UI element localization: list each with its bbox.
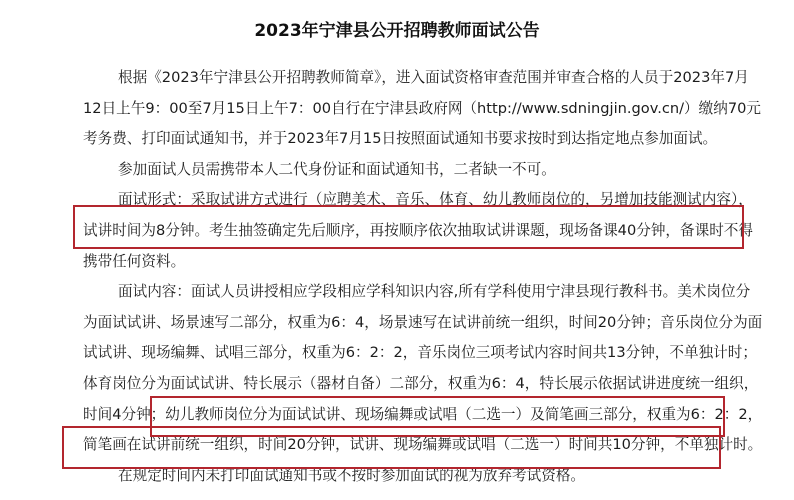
paragraph-format-line-2: 试讲时间为8分钟。考生抽签确定先后顺序，再按顺序依次抽取试讲课题，现场备课40分钟，备课时不得 [83,221,753,239]
paragraph-id-requirement: 参加面试人员需携带本人二代身份证和面试通知书，二者缺一不可。 [118,160,556,178]
paragraph-content-line-3: 试试讲、现场编舞、试唱三部分，权重为6：2：2，音乐岗位三项考试内容时间共13分钟，不单独计时； [83,344,757,362]
paragraph-content-line-6: 简笔画在试讲前统一组织，时间20分钟，试讲、现场编舞或试唱（二选一）时间共10分钟，不单独计时。 [83,436,763,454]
paragraph-intro-line-3: 考务费、打印面试通知书，并于2023年7月15日按照面试通知书要求按时到达指定地点参加面试。 [83,130,718,148]
paragraph-forfeit-notice: 在规定时间内未打印面试通知书或不按时参加面试的视为放弃考试资格。 [118,466,586,484]
paragraph-format-line-1: 面试形式：采取试讲方式进行（应聘美术、音乐、体育、幼儿教师岗位的，另增加技能测试内容）， [118,191,753,209]
paragraph-format-line-3: 携带任何资料。 [83,252,186,270]
paragraph-content-line-1: 面试内容：面试人员讲授相应学段相应学科知识内容,所有学科使用宁津县现行教科书。美术岗位分 [118,283,751,301]
paragraph-intro-line-1: 根据《2023年宁津县公开招聘教师简章》，进入面试资格审查范围并审查合格的人员于2023年7月 [118,69,749,86]
document-body [83,63,763,491]
paragraph-content-line-5: 时间4分钟；幼儿教师岗位分为面试试讲、现场编舞或试唱（二选一）及简笔画三部分，权重为6：2：2， [83,405,763,423]
paragraph-intro-line-2: 12日上午9：00至7月15日上午7：00自行在宁津县政府网（http://www.sdningjin.gov.cn/）缴纳70元 [83,99,761,117]
document-title: 2023年宁津县公开招聘教师面试公告 [254,21,540,41]
paragraph-content-line-4: 体育岗位分为面试试讲、特长展示（器材自备）二部分，权重为6：4，特长展示依据试讲进度统一组织， [83,374,759,392]
paragraph-content-line-2: 为面试试讲、场景速写二部分，权重为6：4，场景速写在试讲前统一组织，时间20分钟；音乐岗位分为面 [83,313,763,331]
